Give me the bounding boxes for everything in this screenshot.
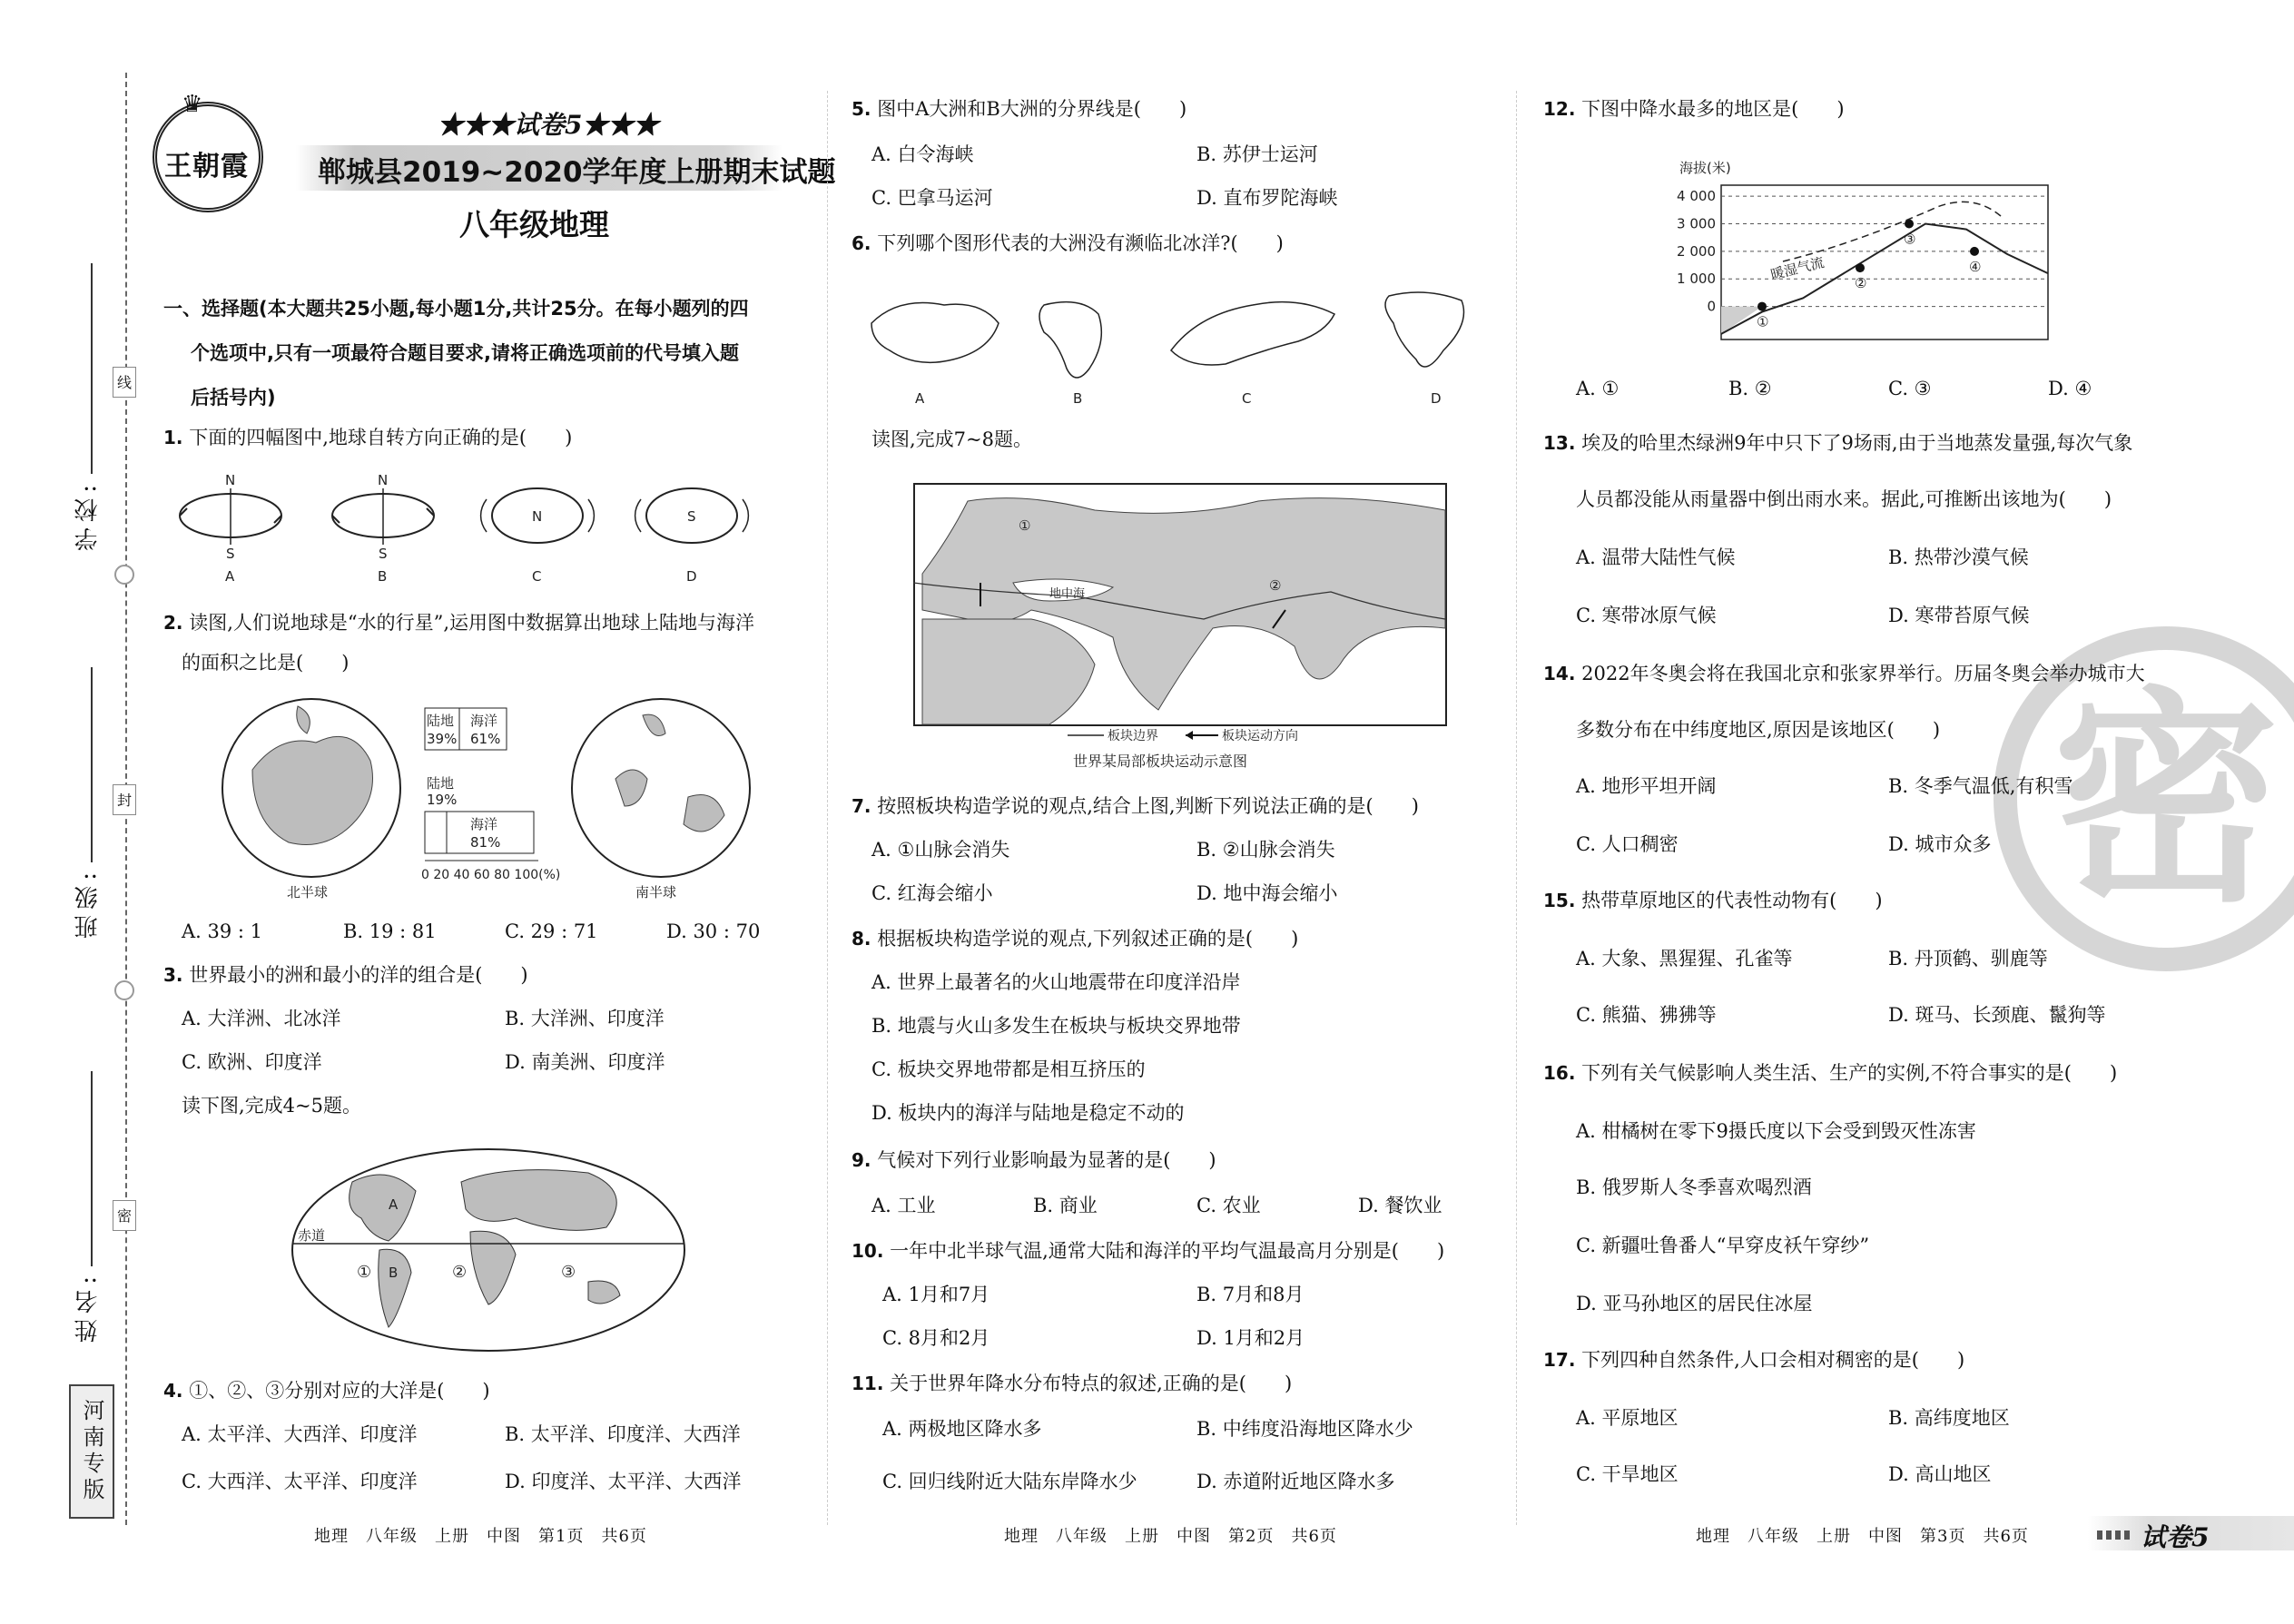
q8-option-b[interactable]: B. 地震与火山多发生在板块与板块交界地带	[871, 1015, 1241, 1037]
q5-option-d[interactable]: D. 直布罗陀海峡	[1196, 187, 1338, 209]
q8-option-c[interactable]: C. 板块交界地带都是相互挤压的	[871, 1058, 1146, 1080]
q13-option-c[interactable]: C. 寒带冰原气候	[1576, 605, 1717, 626]
question-16: 16. 下列有关气候影响人类生活、生产的实例,不符合事实的是( )	[1543, 1062, 2118, 1084]
svg-text:N: N	[532, 508, 543, 525]
svg-text:陆地: 陆地	[427, 775, 455, 792]
class-field[interactable]	[91, 667, 93, 862]
q14-option-c[interactable]: C. 人口稠密	[1576, 833, 1679, 855]
q16-option-b[interactable]: B. 俄罗斯人冬季喜欢喝烈酒	[1576, 1176, 1812, 1198]
svg-text:板块运动方向: 板块运动方向	[1222, 729, 1298, 743]
question-8: 8. 根据板块构造学说的观点,下列叙述正确的是( )	[852, 928, 1299, 950]
svg-text:②: ②	[1269, 577, 1282, 594]
svg-text:C: C	[1242, 390, 1252, 407]
question-3: 3. 世界最小的洲和最小的洋的组合是( )	[163, 964, 528, 986]
question-7: 7. 按照板块构造学说的观点,结合上图,判断下列说法正确的是( )	[852, 795, 1419, 817]
q7-option-b[interactable]: B. ②山脉会消失	[1196, 839, 1335, 861]
question-5: 5. 图中A大洲和B大洲的分界线是( )	[852, 98, 1187, 120]
name-field[interactable]	[91, 1071, 93, 1266]
q15-option-c[interactable]: C. 熊猫、狒狒等	[1576, 1004, 1717, 1026]
question-11: 11. 关于世界年降水分布特点的叙述,正确的是( )	[852, 1373, 1293, 1394]
secret-watermark: 密	[1994, 626, 2294, 971]
q4-option-c[interactable]: C. 大西洋、太平洋、印度洋	[182, 1471, 418, 1492]
continent-shape-d	[1385, 292, 1464, 407]
q8-option-a[interactable]: A. 世界上最著名的火山地震带在印度洋沿岸	[871, 971, 1241, 993]
svg-text:②: ②	[452, 1263, 468, 1282]
point-marker	[1970, 247, 1979, 256]
footer-page-2: 地理 八年级 上册 中图 第2页 共6页	[1004, 1527, 1337, 1546]
svg-text:海洋: 海洋	[470, 713, 498, 729]
q5-option-a[interactable]: A. 白令海峡	[871, 143, 974, 165]
svg-text:S: S	[687, 508, 696, 525]
q14-option-d[interactable]: D. 城市众多	[1888, 833, 1992, 855]
svg-text:N: N	[225, 472, 236, 488]
question-17: 17. 下列四种自然条件,人口会相对稠密的是( )	[1543, 1349, 1965, 1371]
y-tick-label: 0	[1707, 298, 1716, 315]
south-hemisphere-globe	[572, 699, 750, 901]
svg-text:海拔(米): 海拔(米)	[1679, 160, 1731, 176]
point-label: ②	[1855, 275, 1867, 292]
svg-text:B: B	[378, 568, 388, 585]
south-land-ocean-bar	[421, 775, 560, 882]
svg-text:北半球: 北半球	[287, 884, 329, 901]
question-15: 15. 热带草原地区的代表性动物有( )	[1543, 890, 1883, 911]
binding-knot-2	[114, 980, 134, 1000]
q14-option-b[interactable]: B. 冬季气温低,有积雪	[1888, 775, 2073, 797]
question-6: 6. 下列哪个图形代表的大洲没有濒临北冰洋?( )	[852, 232, 1284, 254]
q11-option-d[interactable]: D. 赤道附近地区降水多	[1196, 1471, 1395, 1492]
q15-option-b[interactable]: B. 丹顶鹤、驯鹿等	[1888, 948, 2048, 969]
q11-option-a[interactable]: A. 两极地区降水多	[882, 1418, 1042, 1440]
q3-option-c[interactable]: C. 欧洲、印度洋	[182, 1051, 322, 1073]
svg-text:暖湿气流: 暖湿气流	[1768, 253, 1826, 283]
footer-page-1: 地理 八年级 上册 中图 第1页 共6页	[314, 1527, 647, 1546]
svg-text:板块边界: 板块边界	[1108, 729, 1158, 743]
q10-option-a[interactable]: A. 1月和7月	[882, 1284, 990, 1305]
logo-crown-icon: ♛	[182, 91, 203, 118]
read-instruction-7-8: 读图,完成7~8题。	[871, 428, 1032, 450]
svg-text:赤道: 赤道	[298, 1227, 326, 1244]
column-divider-1	[827, 91, 828, 1525]
q7-option-d[interactable]: D. 地中海会缩小	[1196, 882, 1338, 904]
svg-text:61%: 61%	[470, 731, 501, 747]
q12-option-b[interactable]: B. ②	[1728, 378, 1772, 399]
point-label: ④	[1969, 258, 1982, 275]
binding-tab-secret: 密	[113, 1200, 136, 1231]
plate-map-figure	[913, 483, 1449, 782]
column-divider-2	[1516, 91, 1517, 1525]
school-field[interactable]	[91, 263, 93, 474]
question-9: 9. 气候对下列行业影响最为显著的是( )	[852, 1149, 1216, 1171]
continent-shape-c	[1171, 302, 1334, 407]
q3-option-d[interactable]: D. 南美洲、印度洋	[505, 1051, 665, 1073]
binding-knot-1	[114, 565, 134, 585]
svg-text:B: B	[1073, 390, 1083, 407]
q1-option-c-earth	[481, 488, 595, 585]
q15-option-d[interactable]: D. 斑马、长颈鹿、鬣狗等	[1888, 1004, 2106, 1026]
q11-option-c[interactable]: C. 回归线附近大陆东岸降水少	[882, 1471, 1137, 1492]
svg-text:A: A	[915, 390, 925, 407]
svg-text:S: S	[226, 546, 235, 562]
y-tick-label: 4 000	[1677, 188, 1716, 205]
svg-text:C: C	[532, 568, 542, 585]
q4-option-a[interactable]: A. 太平洋、大西洋、印度洋	[182, 1423, 418, 1445]
north-land-ocean-bar	[425, 708, 507, 750]
section-1-line-3: 后括号内)	[191, 387, 276, 408]
exam-title: 郸城县2019~2020学年度上册期末试题	[318, 156, 836, 189]
question-12: 12. 下图中降水最多的地区是( )	[1543, 98, 1845, 120]
q16-option-a[interactable]: A. 柑橘树在零下9摄氏度以下会受到毁灭性冻害	[1576, 1120, 1976, 1142]
q13-option-b[interactable]: B. 热带沙漠气候	[1888, 546, 2029, 568]
q10-option-b[interactable]: B. 7月和8月	[1196, 1284, 1305, 1305]
y-tick-label: 3 000	[1677, 215, 1716, 232]
q9-option-a[interactable]: A. 工业	[871, 1195, 936, 1216]
svg-text:S: S	[379, 546, 388, 562]
svg-text:A: A	[225, 568, 235, 585]
q9-option-d[interactable]: D. 餐饮业	[1358, 1195, 1442, 1216]
footer-page-3: 地理 八年级 上册 中图 第3页 共6页	[1696, 1527, 2029, 1546]
q2-option-c[interactable]: C. 29 : 71	[505, 920, 598, 942]
svg-text:81%: 81%	[470, 834, 501, 851]
q7-option-c[interactable]: C. 红海会缩小	[871, 882, 993, 904]
binding-tab-seal: 封	[113, 784, 136, 815]
q8-option-d[interactable]: D. 板块内的海洋与陆地是稳定不动的	[871, 1102, 1185, 1124]
q17-option-b[interactable]: B. 高纬度地区	[1888, 1407, 2010, 1429]
logo-text: 王朝霞	[164, 151, 249, 182]
q12-option-d[interactable]: D. ④	[2048, 378, 2092, 399]
name-label: 姓名:	[74, 1271, 102, 1343]
question-1: 1. 下面的四幅图中,地球自转方向正确的是( )	[163, 427, 573, 448]
svg-text:③: ③	[561, 1263, 576, 1282]
point-marker	[1856, 263, 1865, 272]
question-2-line-1: 2. 读图,人们说地球是“水的行星”,运用图中数据算出地球上陆地与海洋	[163, 612, 755, 634]
question-2-line-2: 的面积之比是( )	[182, 652, 350, 674]
question-10: 10. 一年中北半球气温,通常大陆和海洋的平均气温最高月分别是( )	[852, 1240, 1445, 1262]
q3-option-a[interactable]: A. 大洋洲、北冰洋	[182, 1008, 341, 1029]
continent-shape-b	[1039, 302, 1101, 407]
q7-option-a[interactable]: A. ①山脉会消失	[871, 839, 1010, 861]
q17-option-a[interactable]: A. 平原地区	[1576, 1407, 1679, 1429]
edition-box: 河南专版	[69, 1384, 114, 1519]
svg-text:D: D	[1431, 390, 1442, 407]
q16-option-c[interactable]: C. 新疆吐鲁番人“早穿皮袄午穿纱”	[1576, 1235, 1870, 1256]
svg-text:D: D	[686, 568, 697, 585]
footer-tag-dots	[2097, 1530, 2133, 1540]
binding-tab-line: 线	[113, 367, 136, 398]
svg-text:①: ①	[357, 1263, 372, 1282]
q17-option-d[interactable]: D. 高山地区	[1888, 1463, 1992, 1485]
svg-text:①: ①	[1019, 517, 1031, 534]
q6-figure	[862, 278, 1489, 414]
q12-option-c[interactable]: C. ③	[1888, 378, 1932, 399]
svg-text:世界某局部板块运动示意图: 世界某局部板块运动示意图	[1073, 753, 1248, 770]
q16-option-d[interactable]: D. 亚马孙地区的居民住冰屋	[1576, 1293, 1813, 1314]
school-label: 学校:	[74, 479, 102, 551]
q2-option-d[interactable]: D. 30 : 70	[666, 920, 761, 942]
q12-elevation-chart	[1674, 153, 2055, 352]
q15-option-a[interactable]: A. 大象、黑猩猩、孔雀等	[1576, 948, 1793, 969]
svg-text:地中海: 地中海	[1049, 587, 1086, 601]
footer-tag: 试卷5	[2141, 1522, 2210, 1552]
q2-figure	[216, 697, 770, 906]
series-tag: ★★★试卷5★★★	[438, 110, 659, 140]
q10-option-d[interactable]: D. 1月和2月	[1196, 1327, 1305, 1349]
svg-text:陆地: 陆地	[427, 713, 455, 729]
svg-text:0 20 40 60 80 100(%): 0 20 40 60 80 100(%)	[421, 868, 561, 882]
read-instruction-4-5: 读下图,完成4~5题。	[182, 1095, 361, 1117]
world-map-figure	[289, 1146, 688, 1354]
q17-option-c[interactable]: C. 干旱地区	[1576, 1463, 1679, 1485]
q9-option-c[interactable]: C. 农业	[1196, 1195, 1261, 1216]
q2-option-b[interactable]: B. 19 : 81	[343, 920, 437, 942]
continent-shape-a	[871, 303, 999, 408]
point-label: ③	[1904, 231, 1916, 248]
point-label: ①	[1757, 313, 1769, 330]
svg-text:N: N	[378, 472, 389, 488]
q3-option-b[interactable]: B. 大洋洲、印度洋	[505, 1008, 665, 1029]
point-marker	[1757, 302, 1767, 311]
question-14-line-1: 14. 2022年冬奥会将在我国北京和张家界举行。历届冬奥会举办城市大	[1543, 663, 2145, 684]
q5-option-b[interactable]: B. 苏伊士运河	[1196, 143, 1318, 165]
y-tick-label: 1 000	[1677, 271, 1716, 288]
q10-option-c[interactable]: C. 8月和2月	[882, 1327, 990, 1349]
q11-option-b[interactable]: B. 中纬度沿海地区降水少	[1196, 1418, 1413, 1440]
section-1-line-2: 个选项中,只有一项最符合题目要求,请将正确选项前的代号填入题	[191, 342, 739, 364]
q1-option-a-earth	[180, 472, 281, 585]
y-tick-label: 2 000	[1677, 242, 1716, 260]
subject-title: 八年级地理	[459, 207, 609, 242]
question-14-line-2: 多数分布在中纬度地区,原因是该地区( )	[1576, 719, 1941, 741]
svg-text:南半球: 南半球	[635, 884, 677, 901]
q12-option-a[interactable]: A. ①	[1576, 378, 1620, 399]
svg-text:A: A	[389, 1196, 399, 1213]
q1-figure	[174, 472, 755, 590]
question-4: 4. ①、②、③分别对应的大洋是( )	[163, 1380, 490, 1402]
class-label: 班级:	[74, 867, 102, 939]
svg-text:39%: 39%	[427, 731, 458, 747]
q4-option-b[interactable]: B. 太平洋、印度洋、大西洋	[505, 1423, 741, 1445]
q13-option-d[interactable]: D. 寒带苔原气候	[1888, 605, 2030, 626]
q4-option-d[interactable]: D. 印度洋、太平洋、大西洋	[505, 1471, 742, 1492]
q5-option-c[interactable]: C. 巴拿马运河	[871, 187, 993, 209]
section-1-line-1: 一、选择题(本大题共25小题,每小题1分,共计25分。在每小题列的四	[163, 298, 749, 320]
svg-text:19%: 19%	[427, 792, 458, 808]
north-hemisphere-globe	[222, 699, 400, 901]
q14-option-a[interactable]: A. 地形平坦开阔	[1576, 775, 1717, 797]
question-13-line-1: 13. 埃及的哈里杰绿洲9年中只下了9场雨,由于当地蒸发量强,每次气象	[1543, 432, 2133, 454]
question-13-line-2: 人员都没能从雨量器中倒出雨水来。据此,可推断出该地为( )	[1576, 488, 2112, 510]
q9-option-b[interactable]: B. 商业	[1033, 1195, 1098, 1216]
svg-text:海洋: 海洋	[470, 816, 498, 832]
q13-option-a[interactable]: A. 温带大陆性气候	[1576, 546, 1736, 568]
q1-option-d-earth	[635, 488, 749, 585]
svg-text:B: B	[389, 1265, 399, 1281]
q2-option-a[interactable]: A. 39 : 1	[182, 920, 263, 942]
q1-option-b-earth	[332, 472, 434, 585]
